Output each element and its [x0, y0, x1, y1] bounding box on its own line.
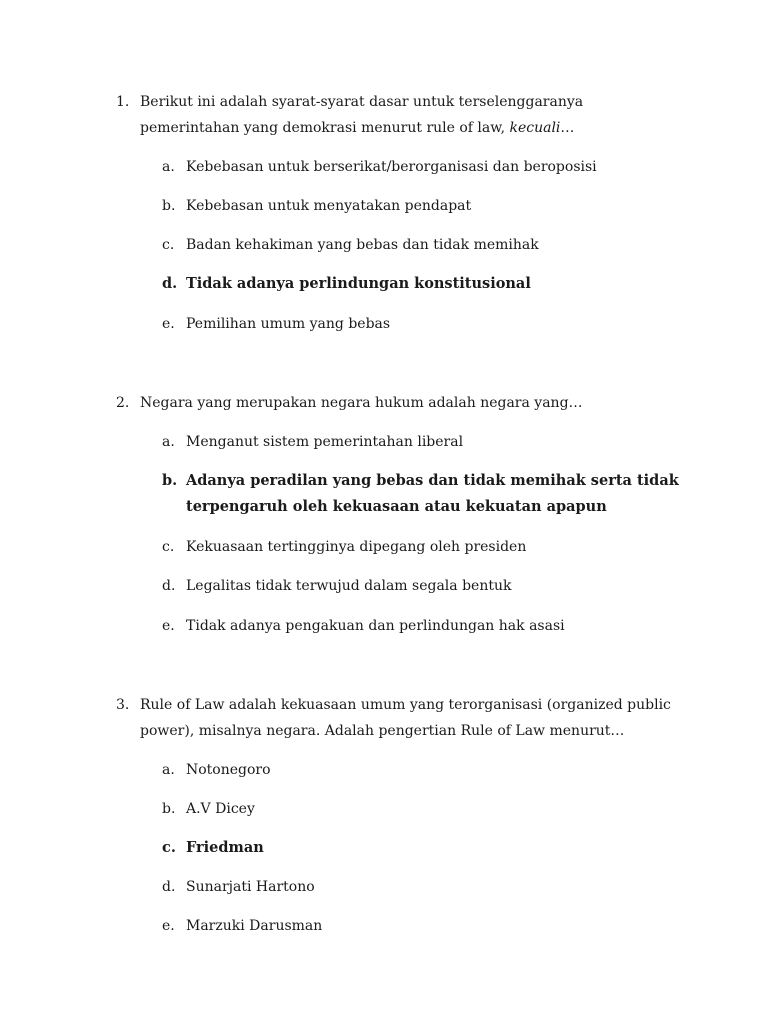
question-number: 3. — [116, 697, 130, 713]
question-text: Berikut ini adalah syarat-syarat dasar untuk terselenggaranya pemerintahan yang demokrasi menurut rule of law, kecuali… — [140, 94, 584, 136]
question-number: 2. — [116, 395, 130, 411]
question-number: 1. — [116, 94, 130, 110]
question-text: Negara yang merupakan negara hukum adalah negara yang… — [140, 395, 583, 411]
question-text: Rule of Law adalah kekuasaan umum yang terorganisasi (organized public power), misalnya negara. Adalah pengertian Rule of Law menurut… — [140, 697, 671, 739]
document-page: 1. Berikut ini adalah syarat-syarat dasar untuk terselenggaranya pemerintahan yang demokrasi menurut rule of law, kecuali… a. Kebebasan untuk berserikat/berorganisasi dan beroposisi b. Kebebasan untuk menyatakan pendapat c. Badan kehakiman yang bebas dan tidak memihak d. Tidak adanya perlindungan konstitusional e. Pemilihan umum yang bebas 2. Negara yang merupakan negara hukum adalah negara yang… a. Menganut sistem pemerintahan liberal b. Adanya peradilan yang bebas dan tidak memihak serta tidak terpengaruh oleh kekuasaan atau kekuatan apapun c. Kekuasaan tertingginya dipegang oleh presiden d. Legalitas tidak terwujud dalam segala bentuk e. Tidak adanya pengakuan dan perlindungan hak asasi 3. Rule of Law adalah kekuasaan umum yang terorganisasi (organized public power), misalnya negara. Adalah pengertian Rule of Law menurut… a. Notonegoro b. A.V Dicey c. Friedman d. Sunarjati Hartono e. Marzuki Darusman — [0, 0, 768, 1024]
